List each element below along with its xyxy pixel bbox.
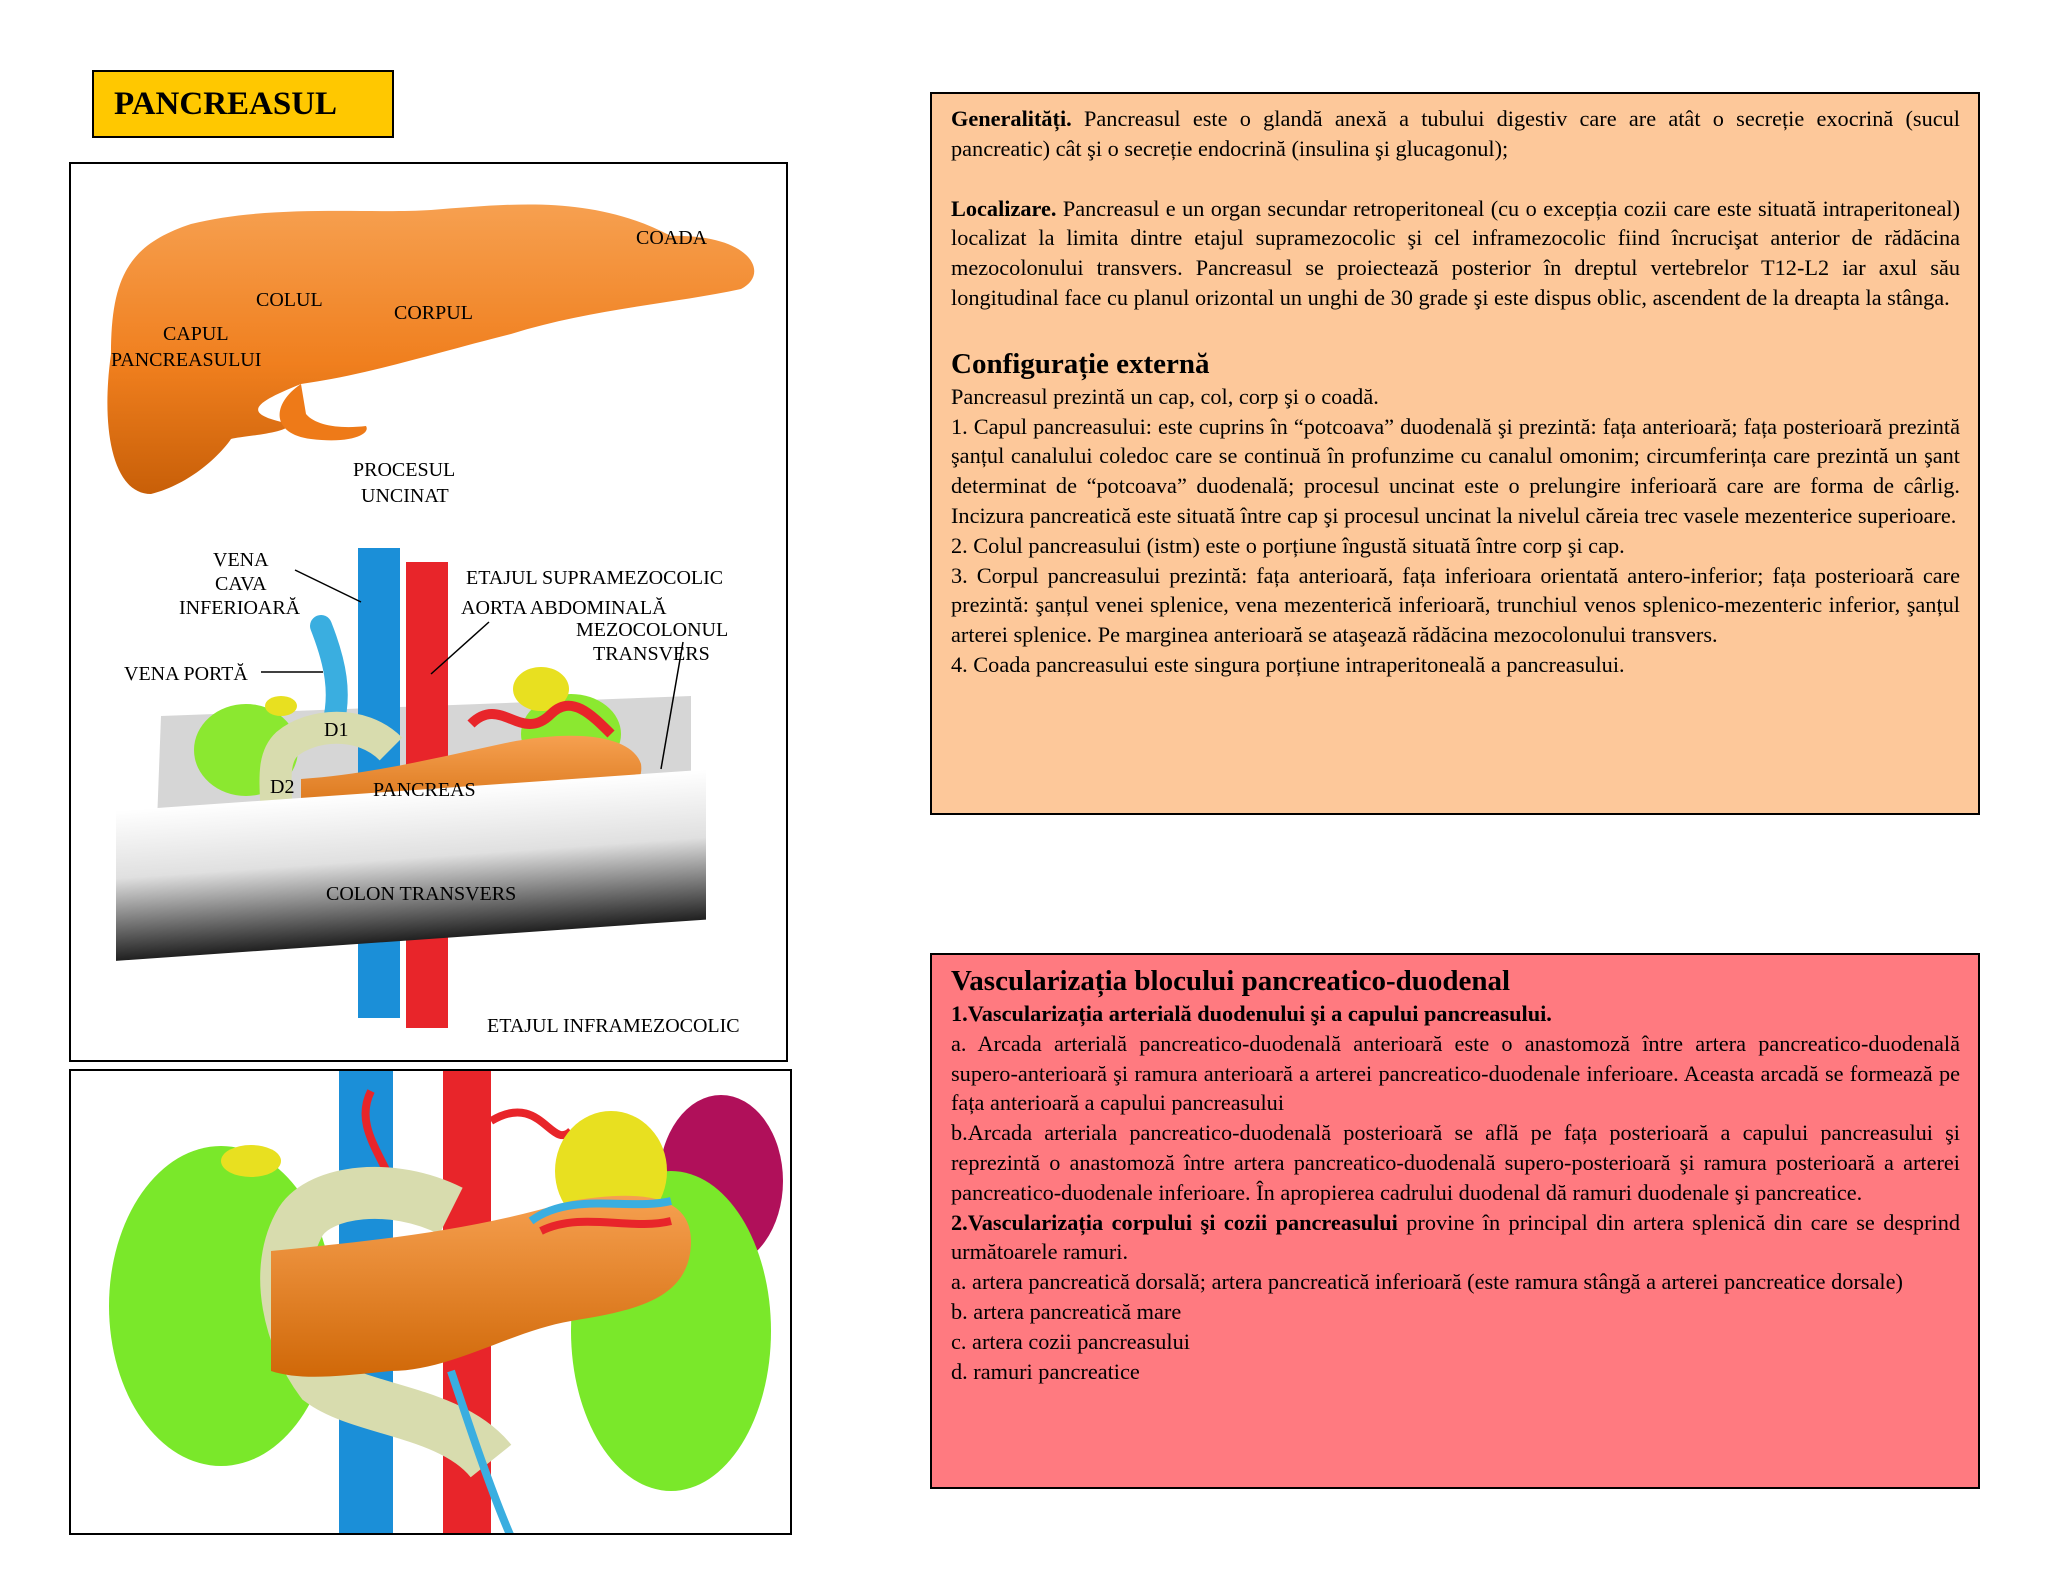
- vascularizatie-a2: a. artera pancreatică dorsală; artera pancreatică inferioară (este ramura stângă a arterei pancreatice dorsale): [951, 1269, 1903, 1295]
- pancreas-relations-figure: [69, 534, 788, 1062]
- label-vena: VENA: [213, 549, 269, 571]
- general-info-box: [930, 92, 1980, 815]
- configuratie-item-2: 2. Colul pancreasului (istm) este o porțiune îngustă situată între corp şi cap.: [951, 532, 1625, 558]
- configuratie-heading: Configurație externă: [951, 347, 1210, 380]
- label-transvers: TRANSVERS: [593, 643, 710, 665]
- vascularizatie-sub-2: 2.Vascularizația corpului şi cozii pancreasului: [951, 1209, 1398, 1235]
- generalitati-heading: Generalități.: [951, 106, 1072, 131]
- vascularizatie-a1: a. Arcada arterială pancreatico-duodenală anterioară este o anastomoză între artera pancreatico-duodenală supero-anterioară şi ramura anterioară a arterei pancreatico-duodenale inferioare. Aceasta arcadă se formează pe fața anterioară a capului pancreasului: [951, 1030, 1960, 1116]
- vascularizatie-heading: Vascularizația blocului pancreatico-duodenal: [951, 965, 1511, 997]
- label-capul: CAPUL: [163, 323, 229, 345]
- vascularizatie-sub-2-rest: provine în principal din artera splenică din care se desprind următoarele ramuri.: [951, 1209, 1960, 1265]
- label-etaj-infra: ETAJUL INFRAMEZOCOLIC: [487, 1015, 740, 1037]
- right-adrenal-3-shape: [221, 1145, 281, 1177]
- label-d2: D2: [270, 776, 295, 798]
- label-d1: D1: [324, 719, 349, 741]
- generalitati-text: Pancreasul este o glandă anexă a tubului digestiv care are atât o secreție exocrină (sucul pancreatic) cât şi o secreție endocrină (insulina şi glucagonul);: [951, 106, 1960, 161]
- uncinate-process-shape: [280, 384, 367, 440]
- label-vena-porta: VENA PORTĂ: [124, 663, 248, 685]
- label-colul: COLUL: [256, 289, 323, 311]
- label-uncinat: UNCINAT: [361, 485, 449, 507]
- vascularization-box: [930, 953, 1980, 1489]
- pancreatico-duodenal-figure: [69, 1069, 792, 1535]
- label-colon: COLON TRANSVERS: [326, 883, 517, 905]
- label-mezocolonul: MEZOCOLONUL: [576, 619, 729, 641]
- configuratie-item-1: 1. Capul pancreasului: este cuprins în “potcoava” duodenală şi prezintă: fața anterioară; fața posterioară prezintă şanțul canalului coledoc care se continuă în profunzime cu canalul omonim; circumferința care prezintă un şant determinat de “potcoava” duodenală; procesul uncinat este o prelungire inferioară care are forma de cârlig. Incizura pancreatică este situată între cap şi procesul uncinat la nivelul căreia trec vasele mezenterice superioare.: [951, 413, 1960, 528]
- vena-porta-shape: [321, 626, 337, 724]
- vascular-block-illustration: [71, 1071, 792, 1535]
- right-adrenal-shape: [265, 696, 297, 716]
- label-inferioara: INFERIOARĂ: [179, 597, 301, 619]
- vascularizatie-b2: b. artera pancreatică mare: [951, 1298, 1182, 1324]
- page-title: PANCREASUL: [92, 70, 394, 138]
- vascularizatie-sub-1: 1.Vascularizația arterială duodenului şi a capului pancreasului.: [951, 1001, 1552, 1026]
- label-procesul: PROCESUL: [353, 459, 456, 481]
- configuratie-intro: Pancreasul prezintă un cap, col, corp şi o coadă.: [951, 383, 1379, 409]
- localizare-heading: Localizare.: [951, 195, 1057, 221]
- label-cava: CAVA: [215, 573, 267, 595]
- label-aorta: AORTA ABDOMINALĂ: [461, 597, 667, 619]
- configuratie-item-4: 4. Coada pancreasului este singura porțiune intraperitoneală a pancreasului.: [951, 651, 1625, 677]
- vascularizatie-b1: b.Arcada arteriala pancreatico-duodenală posterioară se află pe fața posterioară a capului pancreasului şi reprezintă o anastomoză între artera pancreatico-duodenală supero-posterioară şi ramura posterioară a arterei pancreatico-duodenale inferioare. În apropierea cadrului duodenal dă ramuri duodenale şi pancreatice.: [951, 1120, 1960, 1205]
- pancreas-parts-figure: [69, 162, 788, 536]
- label-pancreas: PANCREAS: [373, 779, 476, 801]
- localizare-text: Pancreasul e un organ secundar retroperitoneal (cu o excepția cozii care este situată intraperitoneal) localizat la limita dintre etajul supramezocolic şi cel inframezocolic fiind încrucişat anterior de rădăcina mezocolonului transvers. Pancreasul se proiectează posterior în dreptul vertebrelor T12-L2 iar axul său longitudinal face cu planul orizontal un unghi de 30 grade şi este dispus oblic, ascendent de la dreapta la stânga.: [951, 195, 1960, 310]
- vascularizatie-d2: d. ramuri pancreatice: [951, 1358, 1140, 1384]
- label-pancreasului: PANCREASULUI: [111, 349, 262, 371]
- label-etaj-supra: ETAJUL SUPRAMEZOCOLIC: [466, 567, 724, 589]
- label-coada: COADA: [636, 227, 708, 249]
- configuratie-item-3: 3. Corpul pancreasului prezintă: fața anterioară, fața inferioara orientată antero-inferior; fața posterioară care prezintă: şanțul venei splenice, vena mezenterică inferioară, trunchiul venos splenico-mezenteric inferior, şanțul arterei splenice. Pe marginea anterioară se ataşează rădăcina mezocolonului transvers.: [951, 562, 1960, 648]
- vascularizatie-c2: c. artera cozii pancreasului: [951, 1328, 1190, 1354]
- label-corpul: CORPUL: [394, 302, 473, 324]
